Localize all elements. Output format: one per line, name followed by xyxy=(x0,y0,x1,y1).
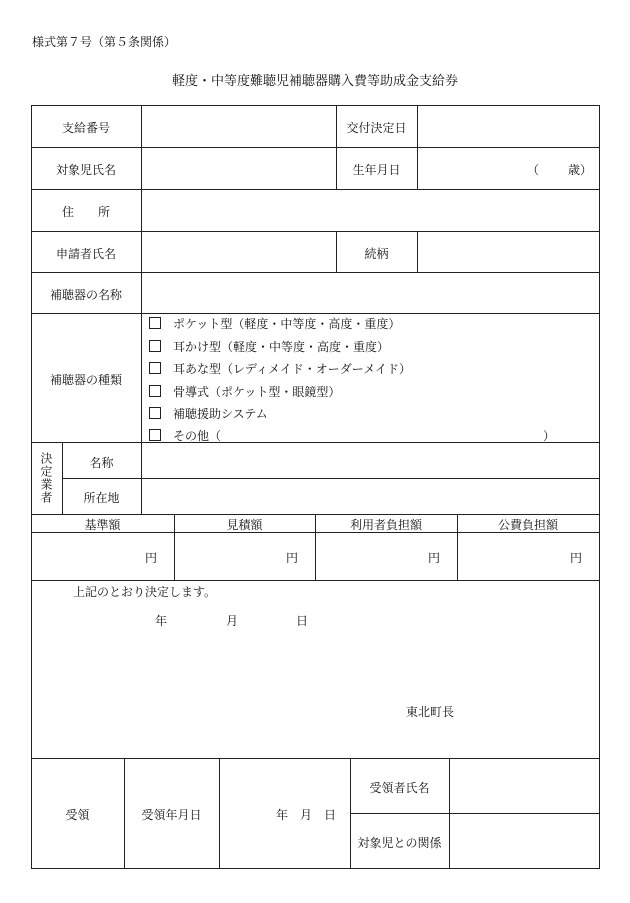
issue-decision-date-field[interactable] xyxy=(418,106,599,147)
decision-year-label: 年 xyxy=(155,614,168,628)
device-option[interactable]: 補聴援助システム xyxy=(149,405,268,422)
address-label: 住 所 xyxy=(61,205,110,219)
vendor-address-label: 所在地 xyxy=(83,491,120,505)
vendor-section-label: 決定業者 xyxy=(39,452,53,504)
device-name-field[interactable] xyxy=(142,273,599,313)
child-name-field[interactable] xyxy=(142,148,336,189)
child-name-label: 対象児氏名 xyxy=(55,163,116,177)
vendor-address-field[interactable] xyxy=(142,479,599,514)
decision-day-label: 日 xyxy=(296,614,309,628)
yen-unit: 円 xyxy=(286,551,299,565)
decision-statement: 上記のとおり決定します。 xyxy=(73,585,217,599)
device-option[interactable]: ポケット型（軽度・中等度・高度・重度） xyxy=(149,315,400,332)
checkbox[interactable] xyxy=(149,407,161,419)
applicant-name-field[interactable] xyxy=(142,232,336,272)
address-field[interactable] xyxy=(142,190,599,231)
receipt-date-label: 受領年月日 xyxy=(141,808,202,822)
device-option[interactable]: 骨導式（ポケット型・眼鏡型） xyxy=(149,383,340,400)
receipt-month-label: 月 xyxy=(300,808,313,822)
device-name-label: 補聴器の名称 xyxy=(49,288,122,302)
base-amount-header: 基準額 xyxy=(84,518,121,532)
estimate-amount-header: 見積額 xyxy=(226,518,263,532)
public-burden-header: 公費負担額 xyxy=(497,518,558,532)
birth-date-label: 生年月日 xyxy=(352,163,401,177)
device-option[interactable]: 耳かけ型（軽度・中等度・高度・重度） xyxy=(149,338,389,355)
receipt-year-label: 年 xyxy=(276,808,289,822)
recipient-name-label: 受領者氏名 xyxy=(369,781,430,795)
yen-unit: 円 xyxy=(145,551,158,565)
payment-number-field[interactable] xyxy=(142,106,336,147)
checkbox[interactable] xyxy=(149,317,161,329)
yen-unit: 円 xyxy=(428,551,441,565)
vendor-name-label: 名称 xyxy=(89,456,114,470)
recipient-name-field[interactable] xyxy=(450,759,599,813)
other-close-paren: ） xyxy=(543,429,556,443)
yen-unit: 円 xyxy=(570,551,583,565)
vendor-name-field[interactable] xyxy=(142,443,599,478)
device-option-other[interactable]: その他（ xyxy=(149,427,221,444)
checkbox[interactable] xyxy=(149,429,161,441)
checkbox[interactable] xyxy=(149,362,161,374)
issuer-title: 東北町長 xyxy=(406,705,455,719)
relation-to-child-field[interactable] xyxy=(450,814,599,868)
age-open-paren: （ xyxy=(527,163,540,177)
applicant-name-label: 申請者氏名 xyxy=(55,247,116,261)
device-type-label: 補聴器の種類 xyxy=(49,373,122,387)
relationship-field[interactable] xyxy=(418,232,599,272)
checkbox[interactable] xyxy=(149,385,161,397)
relation-to-child-label: 対象児との関係 xyxy=(357,836,442,850)
page-title: 軽度・中等度難聴児補聴器購入費等助成金支給券 xyxy=(171,74,458,89)
relationship-label: 続柄 xyxy=(364,247,389,261)
receipt-label: 受領 xyxy=(65,808,90,822)
user-burden-header: 利用者負担額 xyxy=(349,518,422,532)
issue-decision-date-label: 交付決定日 xyxy=(346,121,407,135)
form-number: 様式第７号（第５条関係） xyxy=(32,35,177,49)
age-unit: 歳） xyxy=(568,163,593,177)
receipt-day-label: 日 xyxy=(324,808,337,822)
checkbox[interactable] xyxy=(149,340,161,352)
payment-number-label: 支給番号 xyxy=(61,121,110,135)
decision-month-label: 月 xyxy=(226,614,239,628)
device-option[interactable]: 耳あな型（レディメイド・オーダーメイド） xyxy=(149,360,411,377)
